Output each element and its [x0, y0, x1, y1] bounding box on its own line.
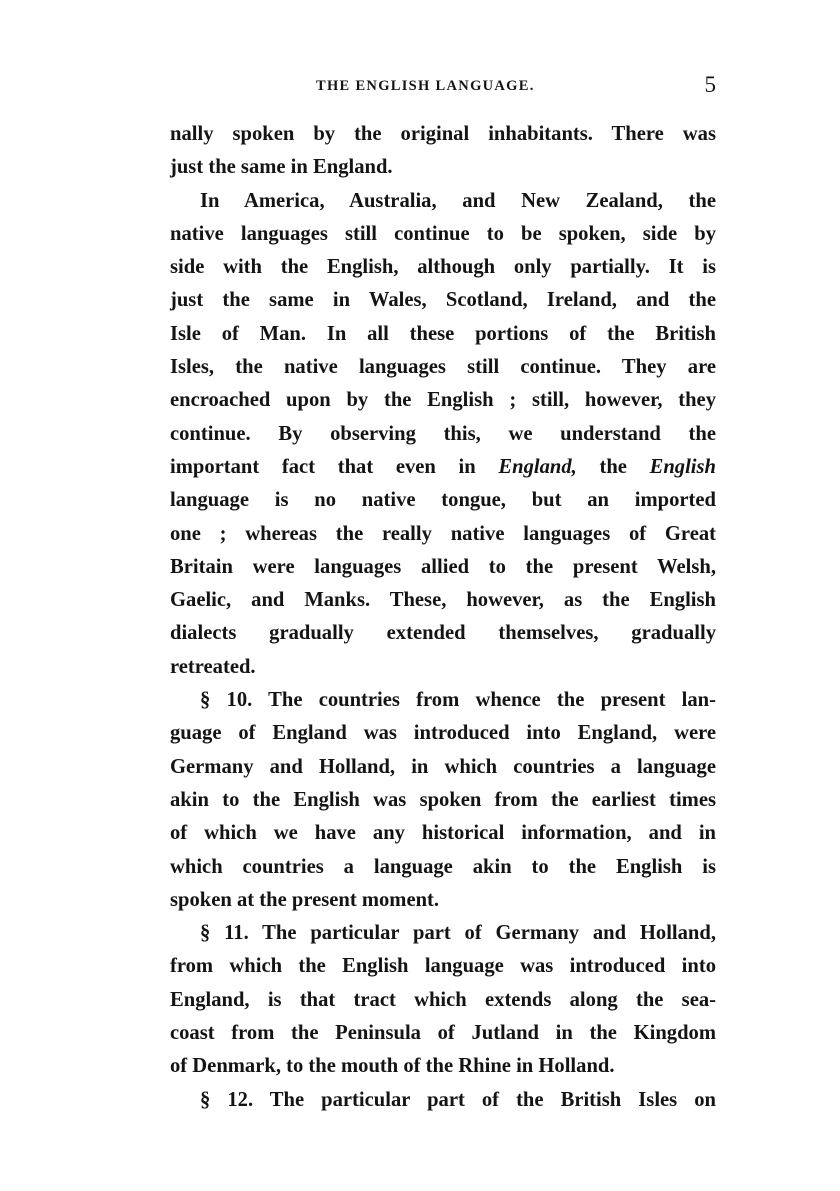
paragraph-section-10 [170, 684, 716, 917]
text-line: native languages still continue to be spoken, side by [170, 222, 716, 245]
text-line: just the same in England. [170, 156, 393, 179]
text-run: the [576, 455, 650, 478]
text-line: of Denmark, to the mouth of the Rhine in Holland. [170, 1055, 615, 1078]
text-line: encroached upon by the English ; still, however, they [170, 389, 716, 412]
paragraph-section-12 [170, 1084, 716, 1117]
page-number: 5 [704, 72, 716, 97]
text-line-with-italics [170, 451, 716, 484]
paragraph-section-11 [170, 917, 716, 1083]
text-line: Britain were languages allied to the present Welsh, [170, 555, 716, 578]
text-line: § 11. The particular part of Germany and Holland, [200, 922, 716, 945]
text-line: Isle of Man. In all these portions of the British [170, 322, 716, 345]
text-line: retreated. [170, 655, 256, 678]
running-head [170, 74, 718, 104]
text-line: Germany and Holland, in which countries a language [170, 755, 716, 778]
italic-word: English [649, 455, 716, 478]
text-line: from which the English language was introduced into [170, 955, 716, 978]
paragraph-1 [170, 118, 716, 185]
paragraph-2 [170, 185, 716, 684]
text-line: of which we have any historical information, and in [170, 822, 716, 845]
text-line: guage of England was introduced into England, were [170, 722, 716, 745]
text-line: England, is that tract which extends along the sea- [170, 988, 716, 1011]
running-title: THE ENGLISH LANGUAGE. [316, 78, 535, 94]
text-line: § 12. The particular part of the British Isles on [200, 1088, 716, 1111]
text-line: just the same in Wales, Scotland, Ireland, and the [170, 289, 716, 312]
italic-word: England, [498, 455, 577, 478]
body-text [170, 118, 716, 1117]
text-line: akin to the English was spoken from the earliest times [170, 788, 716, 811]
text-line: one ; whereas the really native languages of Great [170, 522, 716, 545]
text-line: dialects gradually extended themselves, gradually [170, 622, 716, 645]
text-line: nally spoken by the original inhabitants. There was [170, 123, 716, 145]
text-line: side with the English, although only partially. It is [170, 256, 716, 279]
text-line: spoken at the present moment. [170, 888, 440, 911]
text-line: In America, Australia, and New Zealand, the [200, 189, 716, 212]
text-line: coast from the Peninsula of Jutland in the Kingdom [170, 1022, 716, 1045]
text-run: important fact that even in [170, 455, 499, 478]
text-line: § 10. The countries from whence the present lan- [200, 689, 716, 712]
text-line: Isles, the native languages still continue. They are [170, 356, 716, 379]
text-line: which countries a language akin to the English is [170, 855, 716, 878]
text-line: Gaelic, and Manks. These, however, as the English [170, 589, 716, 612]
text-line: continue. By observing this, we understand the [170, 422, 716, 445]
text-line: language is no native tongue, but an imported [170, 489, 716, 512]
